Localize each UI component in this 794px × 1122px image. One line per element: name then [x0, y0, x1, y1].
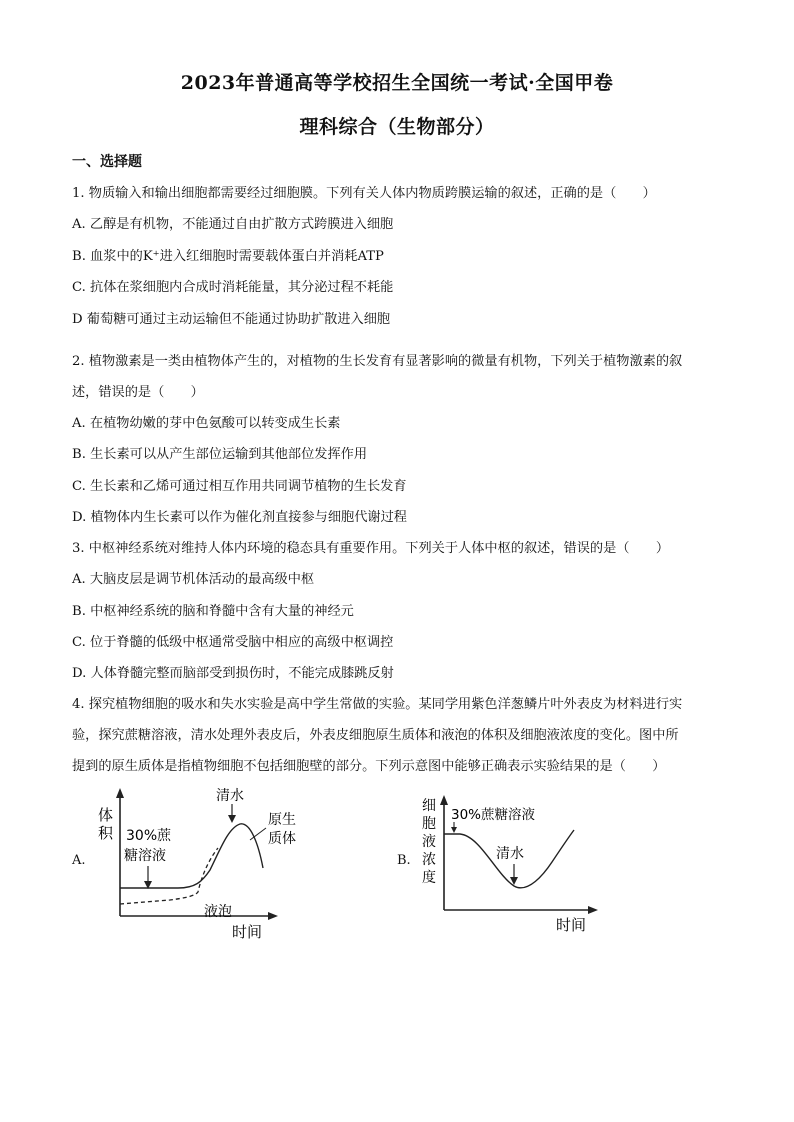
- figure-b-y-axis-char-5: 度: [422, 870, 436, 886]
- question-1-option-a: A. 乙醇是有机物，不能通过自由扩散方式跨膜进入细胞: [72, 217, 394, 232]
- figure-b: [418, 792, 618, 937]
- question-4-stem-line-3: 提到的原生质体是指植物细胞不包括细胞壁的部分。下列示意图中能够正确表示实验结果的是（ ）: [72, 759, 666, 774]
- figure-a-water-label: 清水: [216, 788, 244, 804]
- figure-a-x-axis-label: 时间: [232, 923, 263, 941]
- figure-a-sucrose-label-1: 30%蔗: [126, 828, 172, 844]
- figure-a-vacuole-label: 液泡: [204, 904, 232, 920]
- figure-a: [90, 782, 310, 942]
- figure-a-protoplast-label-2: 质体: [268, 831, 296, 847]
- question-1-option-d: D 葡萄糖可通过主动运输但不能通过协助扩散进入细胞: [72, 312, 391, 327]
- figure-b-y-axis-char-3: 液: [422, 834, 436, 850]
- question-3-option-c: C. 位于脊髓的低级中枢通常受脑中相应的高级中枢调控: [72, 635, 394, 650]
- question-2-option-b: B. 生长素可以从产生部位运输到其他部位发挥作用: [72, 447, 368, 462]
- figure-a-label: A.: [72, 853, 86, 868]
- question-3-option-b: B. 中枢神经系统的脑和脊髓中含有大量的神经元: [72, 604, 354, 619]
- question-2-stem-line-2: 述，错误的是（ ）: [72, 385, 204, 400]
- figure-a-y-axis-char-1: 体: [98, 806, 114, 824]
- exam-title: 2023年普通高等学校招生全国统一考试·全国甲卷: [180, 72, 614, 94]
- question-1-option-b: B. 血浆中的K⁺进入红细胞时需要载体蛋白并消耗ATP: [72, 249, 384, 264]
- figure-b-y-axis-char-1: 细: [422, 798, 436, 814]
- exam-subtitle: 理科综合（生物部分）: [299, 116, 495, 138]
- question-3-option-d: D. 人体脊髓完整而脑部受到损伤时，不能完成膝跳反射: [72, 666, 394, 681]
- figure-a-protoplast-label-1: 原生: [268, 812, 296, 828]
- question-2-option-a: A. 在植物幼嫩的芽中色氨酸可以转变成生长素: [72, 416, 341, 431]
- figure-b-water-label: 清水: [496, 846, 524, 862]
- section-title: 一、选择题: [72, 154, 142, 170]
- question-1-stem: 1. 物质输入和输出细胞都需要经过细胞膜。下列有关人体内物质跨膜运输的叙述，正确的是（ ）: [72, 186, 656, 201]
- figure-b-x-axis-label: 时间: [556, 916, 587, 934]
- question-4-stem-line-2: 验，探究蔗糖溶液，清水处理外表皮后，外表皮细胞原生质体和液泡的体积及细胞液浓度的变化。图中所: [72, 728, 679, 743]
- question-4-stem-line-1: 4. 探究植物细胞的吸水和失水实验是高中学生常做的实验。某同学用紫色洋葱鳞片叶外表皮为材料进行实: [72, 697, 683, 712]
- figure-b-y-axis-char-2: 胞: [422, 816, 436, 832]
- question-2-option-d: D. 植物体内生长素可以作为催化剂直接参与细胞代谢过程: [72, 510, 407, 525]
- question-1-option-c: C. 抗体在浆细胞内合成时消耗能量，其分泌过程不耗能: [72, 280, 394, 295]
- question-3-stem: 3. 中枢神经系统对维持人体内环境的稳态具有重要作用。下列关于人体中枢的叙述，错误的是（ ）: [72, 541, 670, 556]
- question-3-option-a: A. 大脑皮层是调节机体活动的最高级中枢: [72, 572, 315, 587]
- figure-a-sucrose-label-2: 糖溶液: [124, 848, 166, 864]
- figure-b-y-axis-char-4: 浓: [422, 852, 436, 868]
- question-2-option-c: C. 生长素和乙烯可通过相互作用共同调节植物的生长发育: [72, 479, 407, 494]
- figure-b-sucrose-label: 30%蔗糖溶液: [451, 807, 536, 823]
- question-2-stem-line-1: 2. 植物激素是一类由植物体产生的，对植物的生长发育有显著影响的微量有机物，下列关于植物激素的叙: [72, 354, 683, 369]
- figure-a-y-axis-char-2: 积: [98, 824, 114, 842]
- figure-b-label: B.: [397, 853, 411, 868]
